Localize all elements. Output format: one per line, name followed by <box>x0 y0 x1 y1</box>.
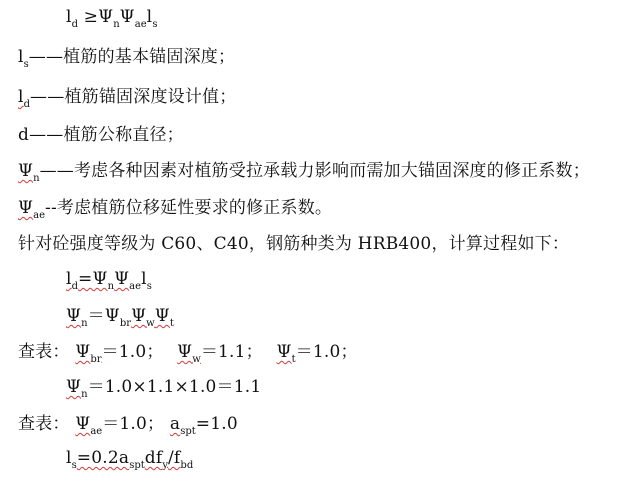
lookup-table-2: 查表： $\Psi_{ae}=1.0$； $a_{spt}=1.0$ <box>18 414 238 437</box>
definition-psi-n: $\Psi_n——$考虑各种因素对植筋受拉承载力影响而需加大锚固深度的修正系数； <box>18 161 590 184</box>
definition-psi-ae: $\Psi_{ae}--$考虑植筋位移延性要求的修正系数。 <box>18 198 333 221</box>
lookup-table-1: 查表： $\Psi_{br}=1.0$； $\Psi_w=1.1$； $\Psi_t=1.0$； <box>18 342 358 365</box>
definition-ls: $l_s——$植筋的基本锚固深度； <box>18 47 236 70</box>
formula-ld: $l_d=\Psi_n\Psi_{ae}l_s$ <box>66 269 152 292</box>
ld-symbol: $l_d$ <box>66 7 79 30</box>
formula-psi-n: $\Psi_n=\Psi_{br}\Psi_w\Psi_t$ <box>66 306 174 329</box>
formula-ls: $l_s=0.2a_{spt}df_y/f_{bd}$ <box>66 448 194 471</box>
formula-psi-n-result: $\Psi_n=1.0\times 1.1\times 1.0=1.1$ <box>66 377 262 400</box>
calculation-intro: 针对砼强度等级为 C60、C40，钢筋种类为 HRB400，计算过程如下： <box>18 234 570 254</box>
title-formula: $l_d \ge\Psi_n\Psi_{ae}l_s$ <box>66 7 158 30</box>
definition-ld: $l_d——$植筋锚固深度设计值； <box>18 87 237 110</box>
definition-d: d——植筋公称直径； <box>18 125 184 145</box>
